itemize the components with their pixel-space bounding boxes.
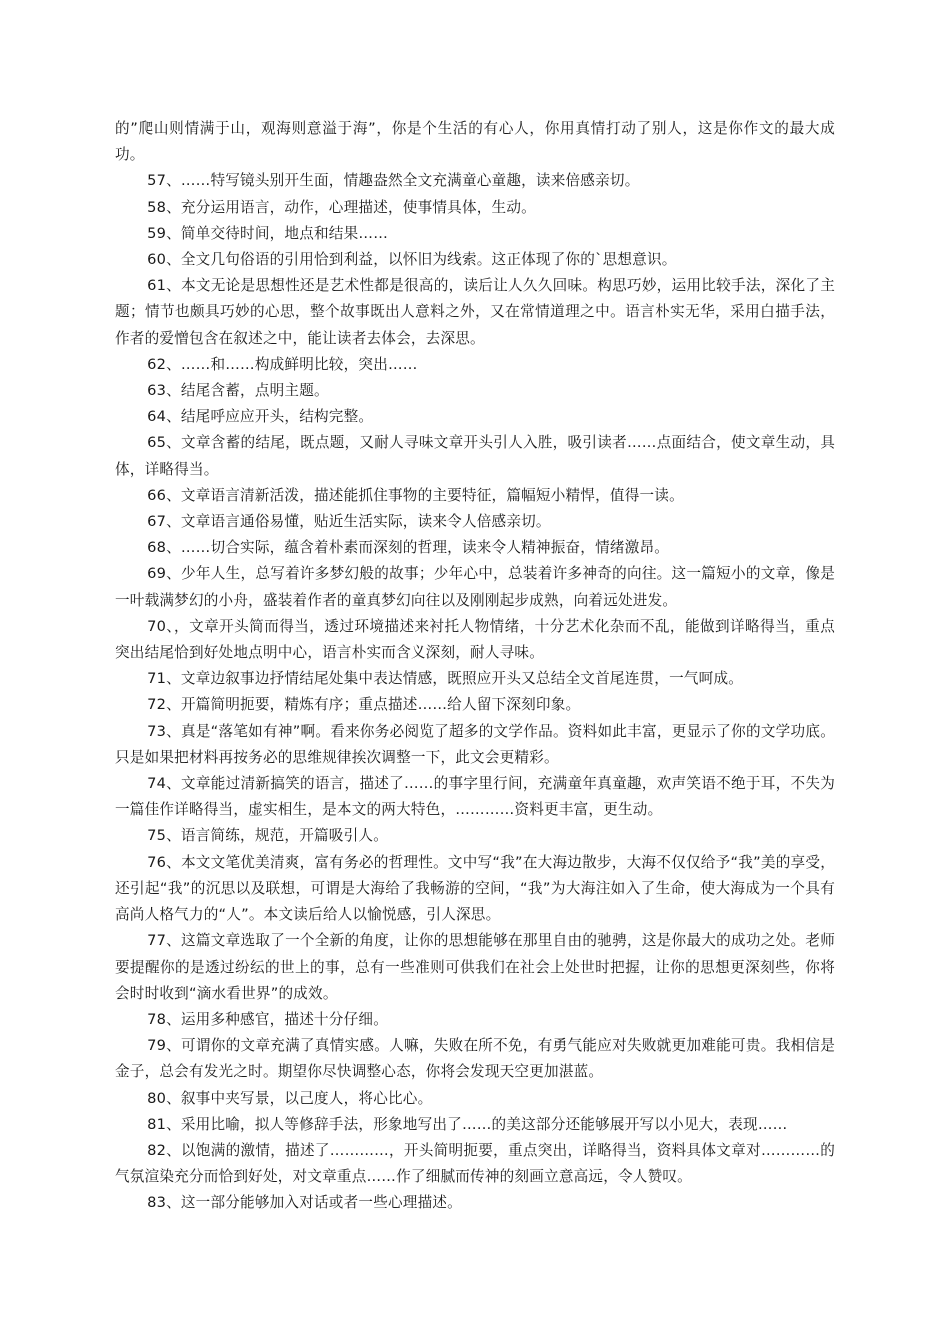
- comment-paragraph: 81、采用比喻，拟人等修辞手法，形象地写出了……的美这部分还能够展开写以小见大，表现……: [147, 1115, 788, 1133]
- comment-paragraph: 78、运用多种感官，描述十分仔细。: [147, 1010, 388, 1028]
- comment-paragraph: 83、这一部分能够加入对话或者一些心理描述。: [147, 1194, 462, 1212]
- comment-paragraph: 59、简单交待时间，地点和结果……: [147, 224, 388, 242]
- comment-paragraph: 75、语言简练，规范，开篇吸引人。: [147, 827, 388, 845]
- comment-paragraph: 61、本文无论是思想性还是艺术性都是很高的，读后让人久久回味。构思巧妙，运用比较手法，深化了主题；情节也颇具巧妙的心思，整个故事既出人意料之外，又在常情道理之中。语言朴实无华，采用白描手法，作者的爱憎包含在叙述之中，能让读者去体会，去深思。: [115, 277, 835, 347]
- comment-paragraph: 58、充分运用语言，动作，心理描述，使事情具体，生动。: [147, 198, 536, 216]
- comment-paragraph: 64、结尾呼应应开头，结构完整。: [147, 408, 374, 426]
- comment-paragraph: 80、叙事中夹写景，以己度人，将心比心。: [147, 1089, 433, 1107]
- comment-paragraph: 66、文章语言清新活泼，描述能抓住事物的主要特征，篇幅短小精悍，值得一读。: [147, 486, 684, 504]
- comment-paragraph: 76、本文文笔优美清爽，富有务必的哲理性。文中写“我”在大海边散步，大海不仅仅给予“我”美的享受，还引起“我”的沉思以及联想，可谓是大海给了我畅游的空间，“我”为大海注如入了生命，使大海成为一个具有高尚人格气力的“人”。本文读后给人以愉悦感，引人深思。: [115, 853, 835, 924]
- comment-paragraph: 82、以饱满的激情，描述了…………，开头简明扼要，重点突出，详略得当，资料具体文章对…………的气氛渲染充分而恰到好处，对文章重点……作了细腻而传神的刻画立意高远，令人赞叹。: [115, 1141, 835, 1186]
- continuation-paragraph: 的”爬山则情满于山，观海则意溢于海”，你是个生活的有心人，你用真情打动了别人，这是你作文的最大成功。: [115, 120, 835, 164]
- comment-paragraph: 62、……和……构成鲜明比较，突出……: [147, 355, 418, 373]
- comment-paragraph: 60、全文几句俗语的引用恰到利益，以怀旧为线索。这正体现了你的`思想意识。: [147, 251, 677, 269]
- comment-paragraph: 73、真是“落笔如有神”啊。看来你务必阅览了超多的文学作品。资料如此丰富，更显示了你的文学功底。只是如果把材料再按务必的思维规律挨次调整一下，此文会更精彩。: [115, 722, 835, 766]
- comment-paragraph: 63、结尾含蓄，点明主题。: [147, 382, 329, 400]
- comment-paragraph: 69、少年人生，总写着许多梦幻般的故事；少年心中，总装着许多神奇的向往。这一篇短小的文章，像是一叶载满梦幻的小舟，盛装着作者的童真梦幻向往以及刚刚起步成熟，向着远处进发。: [115, 565, 835, 609]
- comment-paragraph: 67、文章语言通俗易懂，贴近生活实际，读来令人倍感亲切。: [147, 513, 551, 531]
- comment-paragraph: 68、……切合实际，蕴含着朴素而深刻的哲理，读来令人精神振奋，情绪激昂。: [147, 539, 670, 557]
- comment-paragraph: 65、文章含蓄的结尾，既点题，又耐人寻味文章开头引人入胜，吸引读者……点面结合，使文章生动，具体，详略得当。: [115, 434, 835, 478]
- document-body: [115, 116, 835, 1217]
- comment-paragraph: 72、开篇简明扼要，精炼有序；重点描述……给人留下深刻印象。: [147, 696, 581, 714]
- comment-paragraph: 71、文章边叙事边抒情结尾处集中表达情感，既照应开头又总结全文首尾连贯，一气呵成。: [147, 670, 744, 688]
- comment-paragraph: 79、可谓你的文章充满了真情实感。人嘛，失败在所不免，有勇气能应对失败就更加难能可贵。我相信是金子，总会有发光之时。期望你尽快调整心态，你将会发现天空更加湛蓝。: [115, 1037, 835, 1081]
- comment-paragraph: 74、文章能过清新搞笑的语言，描述了……的事字里行间，充满童年真童趣，欢声笑语不绝于耳，不失为一篇佳作详略得当，虚实相生，是本文的两大特色，…………资料更丰富，更生动。: [115, 775, 835, 819]
- comment-paragraph: 77、这篇文章选取了一个全新的角度，让你的思想能够在那里自由的驰骋，这是你最大的成功之处。老师要提醒你的是透过纷纭的世上的事，总有一些准则可供我们在社会上处世时把握，让你的思想更深刻些，你将会时时收到“滴水看世界”的成效。: [115, 932, 835, 1002]
- comment-paragraph: 57、……特写镜头别开生面，情趣盎然全文充满童心童趣，读来倍感亲切。: [147, 172, 640, 190]
- comment-paragraph: 70、，文章开头简而得当，透过环境描述来衬托人物情绪，十分艺术化杂而不乱，能做到详略得当，重点突出结尾恰到好处地点明中心，语言朴实而含义深刻，耐人寻味。: [115, 617, 835, 662]
